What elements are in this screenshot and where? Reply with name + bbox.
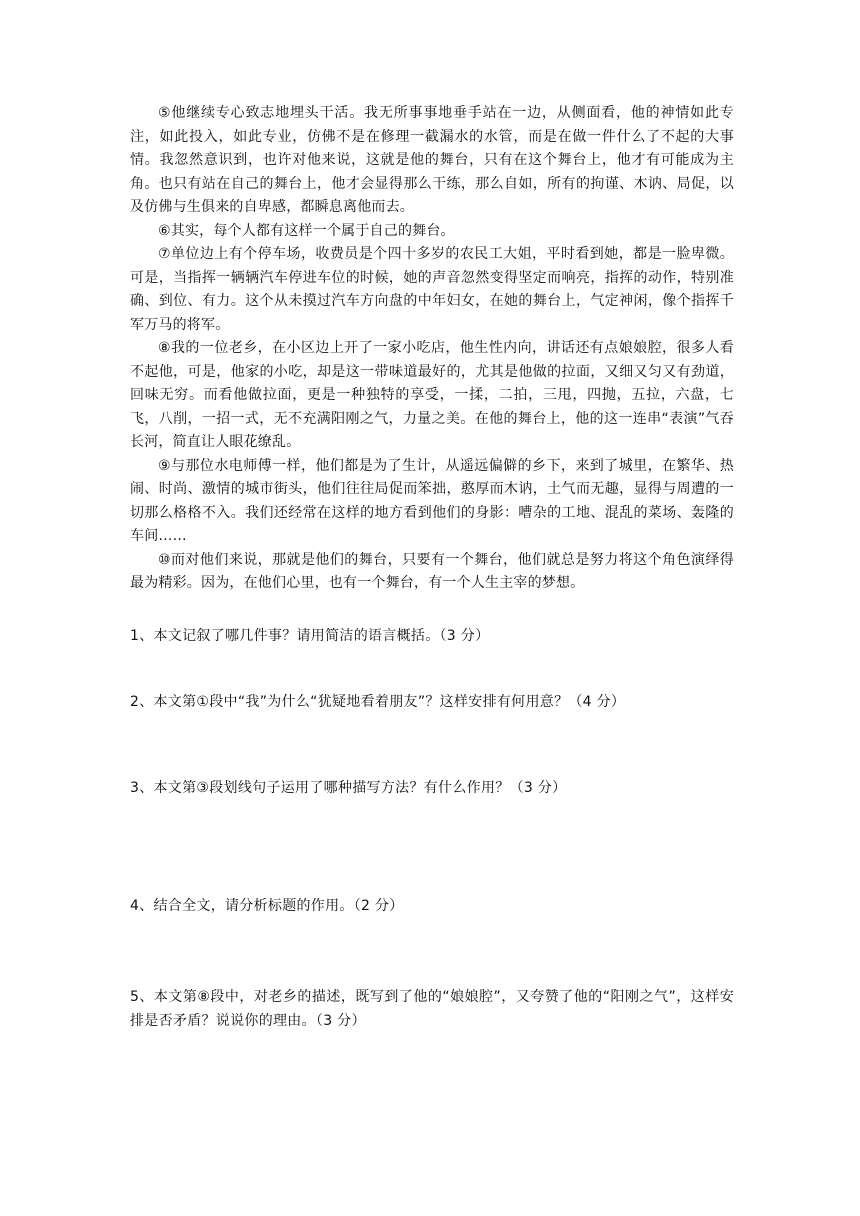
- question-2: [130, 690, 734, 714]
- paragraph-7: ⑦单位边上有个停车场，收费员是个四十多岁的农民工大姐，平时看到她，都是一脸卑微。可是，当指挥一辆辆汽车停进车位的时候，她的声音忽然变得坚定而响亮，指挥的动作，特别准确、到位、有力。这个从未摸过汽车方向盘的中年妇女，在她的舞台上，气定神闲，像个指挥千军万马的将军。: [130, 246, 734, 333]
- question-2-text: 2、本文第①段中“我”为什么“犹疑地看着朋友”？这样安排有何用意？（4 分）: [130, 694, 626, 710]
- question-3: [130, 776, 734, 800]
- question-5-text: 5、本文第⑧段中，对老乡的描述，既写到了他的“娘娘腔”，又夸赞了他的“阳刚之气”，这样安排是否矛盾？说说你的理由。（3 分）: [130, 989, 734, 1029]
- paragraph-8: ⑧我的一位老乡，在小区边上开了一家小吃店，他生性内向，讲话还有点娘娘腔，很多人看不起他，可是，他家的小吃，却是这一带味道最好的，尤其是他做的拉面，又细又匀又有劲道，回味无穷。而看他做拉面，更是一种独特的享受，一揉，二拍，三甩，四抛，五拉，六盘，七飞，八削，一招一式，无不充满阳刚之气，力量之美。在他的舞台上，他的这一连串“表演”气吞长河，简直让人眼花缭乱。: [130, 340, 734, 450]
- passage: [130, 102, 734, 596]
- question-1: [130, 624, 734, 648]
- paragraph-5: ⑤他继续专心致志地埋头干活。我无所事事地垂手站在一边，从侧面看，他的神情如此专注，如此投入，如此专业，仿佛不是在修理一截漏水的水管，而是在做一件什么了不起的大事情。我忽然意识到，也许对他来说，这就是他的舞台，只有在这个舞台上，他才有可能成为主角。也只有站在自己的舞台上，他才会显得那么干练，那么自如，所有的拘谨、木讷、局促，以及仿佛与生俱来的自卑感，都瞬息离他而去。: [130, 105, 734, 215]
- question-3-text: 3、本文第③段划线句子运用了哪种描写方法？有什么作用？（3 分）: [130, 780, 567, 796]
- paragraph-9: ⑨与那位水电师傅一样，他们都是为了生计，从遥远偏僻的乡下，来到了城里，在繁华、热闹、时尚、激情的城市街头，他们往往局促而笨拙，憨厚而木讷，土气而无趣，显得与周遭的一切那么格格不入。我们还经常在这样的地方看到他们的身影：嘈杂的工地、混乱的菜场、轰隆的车间……: [130, 457, 734, 544]
- question-4: [130, 894, 734, 918]
- paragraph-10: ⑩而对他们来说，那就是他们的舞台，只要有一个舞台，他们就总是努力将这个角色演绎得最为精彩。因为，在他们心里，也有一个舞台，有一个人生主宰的梦想。: [130, 551, 734, 591]
- question-4-text: 4、结合全文，请分析标题的作用。（2 分）: [130, 898, 404, 914]
- paragraph-6: ⑥其实，每个人都有这样一个属于自己的舞台。: [158, 222, 455, 239]
- question-5: [130, 985, 734, 1033]
- question-1-text: 1、本文记叙了哪几件事？请用简洁的语言概括。（3 分）: [130, 628, 490, 644]
